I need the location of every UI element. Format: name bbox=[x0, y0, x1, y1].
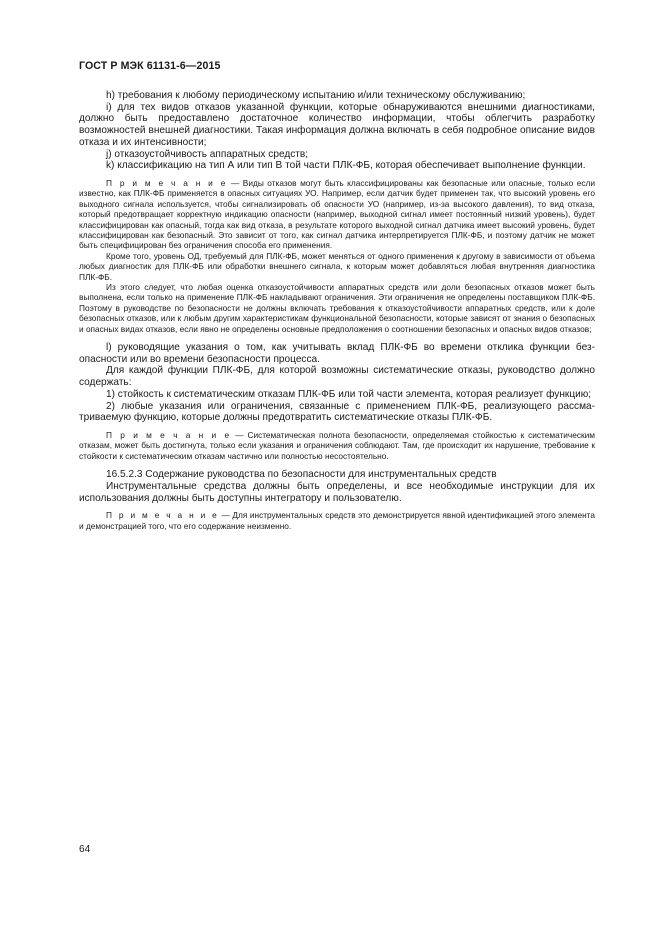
note-2-label: П р и м е ч а н и е bbox=[106, 429, 232, 440]
note-3-label: П р и м е ч а н и е bbox=[106, 510, 219, 521]
note-1-text: — Виды отказов могут быть классифицированы как безопасные или опасные, только если известно, как ПЛК-ФБ применяется в опасных ситуациях УО. Например, если датчик будет применен так, что высокий уровень его выходного сигнала используется, чтобы сигнализировать об опасности УО (например, из-за высокого давления), то вид отказа, который предотвращает корректную индикацию опасности (например, выходной сигнал имеет постоянный низкий уровень), будет классифицирован как опасный, тогда как вид отказа, в результате которого выходной сигнал датчика имеет высокий уровень, будет классифицирован как безопасный. Это зависит от того, как сигнал датчика интерпретируется ПЛК-ФБ, и поэтому датчик не может быть специфицирован без ограничения способа его применения. bbox=[79, 177, 595, 251]
document-header: ГОСТ Р МЭК 61131-6—2015 bbox=[79, 60, 221, 72]
note-3-text: — Для инструментальных средств это демонстрируется явной идентификацией этого элемента и демонстрацией того, что его содержание неизменно. bbox=[79, 510, 595, 531]
note-1-label: П р и м е ч а н и е bbox=[106, 177, 228, 188]
note-2 bbox=[79, 430, 595, 461]
list-item-k: k) классификацию на тип А или тип В той части ПЛК-ФБ, которая обеспечивает выполнение функции. bbox=[106, 160, 586, 172]
list-item-l: l) руководящие указания о том, как учитывать вклад ПЛК-ФБ во времени отклика функции безопасности или во времени безопасности процесса. bbox=[79, 342, 595, 365]
paragraph-tools: Инструментальные средства должны быть определены, и все необходимые инструкции для их использования должны быть доступны интегратору и пользователю. bbox=[79, 480, 595, 504]
note-1 bbox=[79, 178, 595, 251]
list-item-2: 2) любые указания или ограничения, связанные с применением ПЛК-ФБ, реализующего рассматриваемую функцию, которые должны предотвратить систематические отказы ПЛК-ФБ. bbox=[79, 400, 595, 424]
list-item-i: i) для тех видов отказов указанной функции, которые обнаруживаются внешними диагностиками, должно быть предоставлено достаточное количество информации, чтобы облегчить разработку возможностей внешней диагностики. Такая информация должна включать в себя подробное описание видов отказа и их интенсивности; bbox=[79, 101, 595, 148]
note-1-continuation-1: Кроме того, уровень ОД, требуемый для ПЛК-ФБ, может меняться от одного применения к другому в зависимости от объема любых диагностик для ПЛК-ФБ или обработки внешнего сигнала, к которым может добавляться любая внутренняя диагностика ПЛК-ФБ. bbox=[79, 250, 595, 282]
list-item-j: j) отказоустойчивость аппаратных средств; bbox=[106, 148, 309, 160]
note-3 bbox=[79, 510, 595, 531]
page-number: 64 bbox=[79, 844, 91, 855]
note-1-continuation-2: Из этого следует, что любая оценка отказоустойчивости аппаратных средств или доли безопасных отказов может быть выполнена, если только на применение ПЛК-ФБ накладывают ограничения. Эти ограничения не определены поставщиком ПЛК-ФБ. Поэтому в руководстве по безопасности не должны включать требования к отказоустойчивости аппаратных средств, или к доле безопасных отказов, или к любым другим характеристикам функциональной безопасности, которые зависят от знания о безопасных и опасных видах отказов, если явно не определены основные предположения о соотношении безопасных и опасных видов отказов; bbox=[79, 281, 595, 334]
paragraph-function-requirements: Для каждой функции ПЛК-ФБ, для которой возможны систематические отказы, руководство должно содержать: bbox=[79, 365, 595, 389]
list-item-1: 1) стойкость к систематическим отказам ПЛК-ФБ или той части элемента, которая реализует функцию; bbox=[106, 388, 592, 400]
section-heading: 16.5.2.3 Содержание руководства по безопасности для инструментальных средств bbox=[106, 469, 497, 481]
list-item-h: h) требования к любому периодическому испытанию и/или техническому обслуживанию; bbox=[106, 90, 526, 101]
page-content bbox=[79, 90, 595, 531]
note-2-text: — Систематическая полнота безопасности, определяемая стойкостью к систематическим отказам, может быть достигнута, только если указания и ограничения соблюдают. Там, где происходит их нарушение, требование к стойкости к систематическим отказам частично или полностью несостоятельно. bbox=[79, 429, 595, 461]
